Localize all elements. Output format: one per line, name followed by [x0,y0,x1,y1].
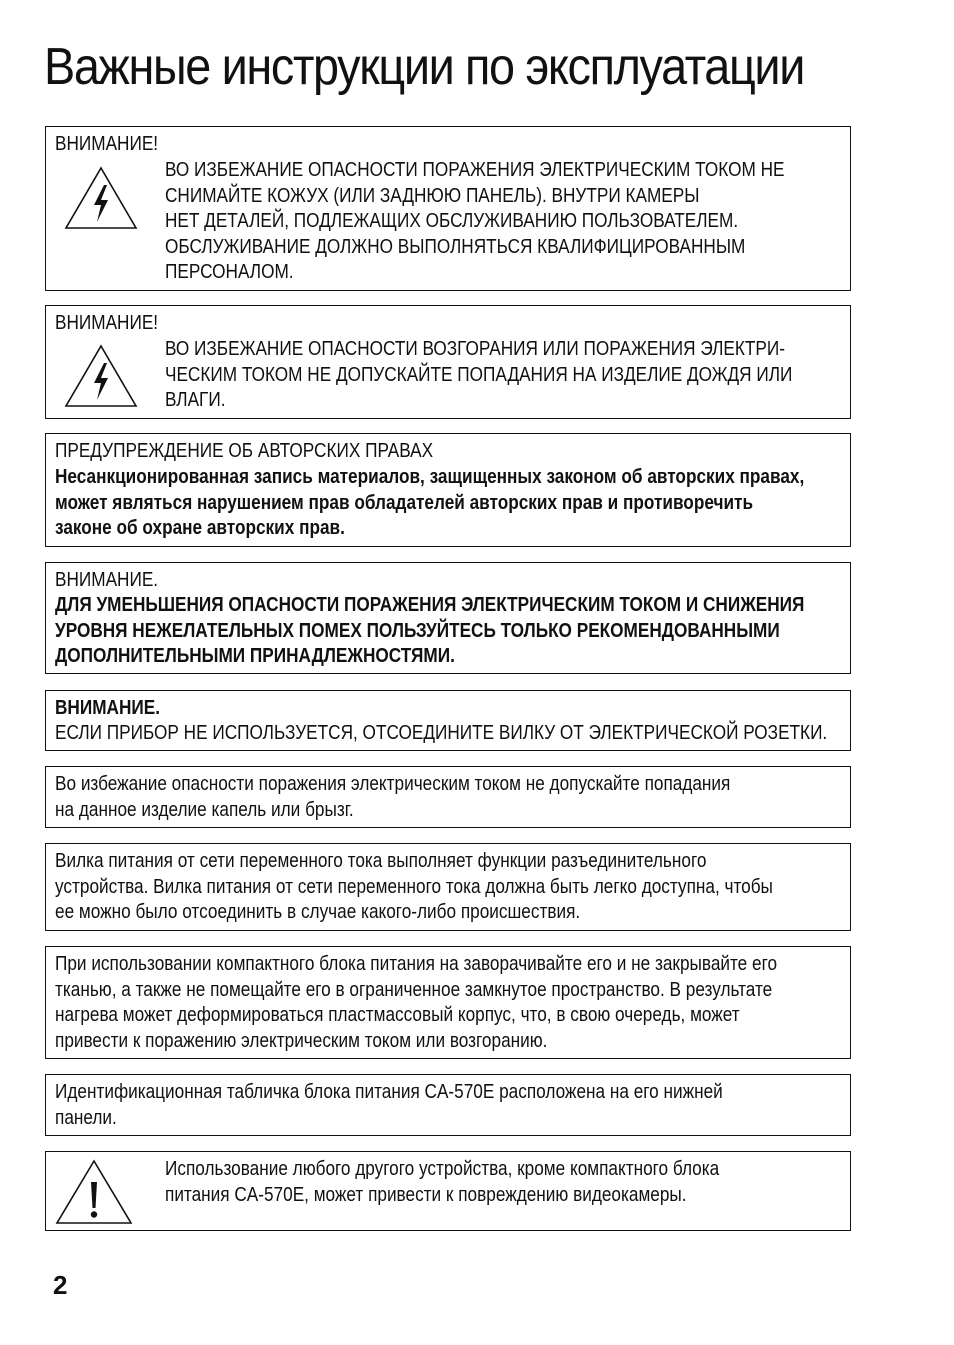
lightning-warning-icon [63,343,139,409]
notice-text: Во избежание опасности поражения электрическим током не допускайте попадания на данное изделие капель или брызг. [55,773,731,821]
notice-text: Вилка питания от сети переменного тока выполняет функции разъединительного устройства. Вилка питания от сети переменного тока должна быть легко доступна, чтобы ее можно было отсоединить в случае какого-либо происшествия. [55,850,773,923]
notice-heading: ВНИМАНИЕ! [55,133,159,155]
page-title: Важные инструкции по эксплуатации [44,38,805,96]
notice-text: ЕСЛИ ПРИБОР НЕ ИСПОЛЬЗУЕТСЯ, ОТСОЕДИНИТЕ ВИЛКУ ОТ ЭЛЕКТРИЧЕСКОЙ РОЗЕТКИ. [55,722,828,744]
notice-accessories [45,562,851,674]
notice-plug [45,843,851,931]
notice-text: Использование любого другого устройства, кроме компактного блока питания CA-570E, может привести к повреждению видеокамеры. [165,1158,720,1206]
notice-splash [45,766,851,828]
notice-heading: ВНИМАНИЕ! [55,312,159,334]
notice-text: ВО ИЗБЕЖАНИЕ ОПАСНОСТИ ВОЗГОРАНИЯ ИЛИ ПОРАЖЕНИЯ ЭЛЕКТРИ- ЧЕСКИМ ТОКОМ НЕ ДОПУСКАЙТЕ ПОПАДАНИЯ НА ИЗДЕЛИЕ ДОЖДЯ ИЛИ ВЛАГИ. [165,338,793,411]
notice-heading: ВНИМАНИЕ. [55,697,161,719]
notice-shock-warning [45,126,851,291]
notice-text: ДЛЯ УМЕНЬШЕНИЯ ОПАСНОСТИ ПОРАЖЕНИЯ ЭЛЕКТРИЧЕСКИМ ТОКОМ И СНИЖЕНИЯ УРОВНЯ НЕЖЕЛАТЕЛЬНЫХ ПОМЕХ ПОЛЬЗУЙТЕСЬ ТОЛЬКО РЕКОМЕНДОВАННЫМИ ДОПОЛНИТЕЛЬНЫМИ ПРИНАДЛЕЖНОСТЯМИ. [55,594,805,667]
notice-adapter-use [45,946,851,1059]
notice-unplug [45,690,851,751]
notice-text: При использовании компактного блока питания на заворачивайте его и не закрывайте его тканью, а также не помещайте его в ограниченное замкнутое пространство. В результате нагрева может деформироваться пластмассовый корпус, что, в свою очередь, может привести к поражению электрическим током или возгоранию. [55,953,778,1052]
notice-text: ВО ИЗБЕЖАНИЕ ОПАСНОСТИ ПОРАЖЕНИЯ ЭЛЕКТРИЧЕСКИМ ТОКОМ НЕ СНИМАЙТЕ КОЖУХ (ИЛИ ЗАДНЮЮ ПАНЕЛЬ). ВНУТРИ КАМЕРЫ НЕТ ДЕТАЛЕЙ, ПОДЛЕЖАЩИХ ОБСЛУЖИВАНИЮ ПОЛЬЗОВАТЕЛЕМ. ОБСЛУЖИВАНИЕ ДОЛЖНО ВЫПОЛНЯТЬСЯ КВАЛИФИЦИРОВАННЫМ ПЕРСОНАЛОМ. [165,159,785,283]
lightning-warning-icon [63,165,139,231]
notice-other-device [45,1151,851,1231]
notice-nameplate [45,1074,851,1136]
notice-text: Идентификационная табличка блока питания CA-570E расположена на его нижней панели. [55,1081,723,1129]
page-number: 2 [53,1270,68,1300]
notice-text: Несанкционированная запись материалов, защищенных законом об авторских правах, может являться нарушением прав обладателей авторских прав и противоречить законе об охране авторских прав. [55,466,805,539]
notice-heading: ПРЕДУПРЕЖДЕНИЕ ОБ АВТОРСКИХ ПРАВАХ [55,440,434,462]
notice-copyright [45,433,851,547]
exclamation-warning-icon [54,1158,134,1226]
notice-heading: ВНИМАНИЕ. [55,569,159,591]
notice-fire-warning [45,305,851,419]
